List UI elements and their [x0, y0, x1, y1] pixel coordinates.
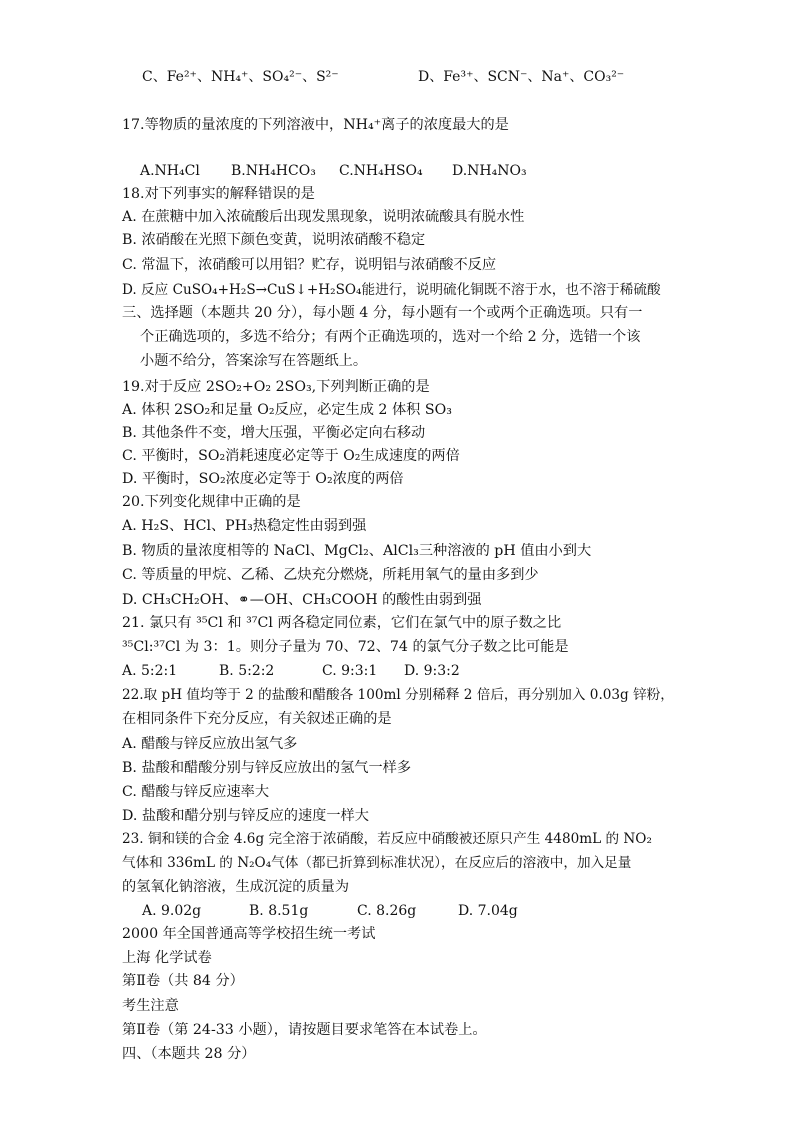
q19-option-a: A. 体积 2SO₂和足量 O₂反应，必定生成 2 体积 SO₃: [122, 402, 452, 418]
q17-option-a: A.NH₄Cl: [140, 163, 200, 179]
q21-line1: 21. 氯只有 ³⁵Cl 和 ³⁷Cl 两各稳定同位素，它们在氯气中的原子数之比: [122, 615, 562, 631]
q23-option-a: A. 9.02g: [142, 903, 202, 919]
q20-option-a: A. H₂S、HCl、PH₃热稳定性由弱到强: [122, 518, 367, 534]
option-d-ions: D、Fe³⁺、SCN⁻、Na⁺、CO₃²⁻: [418, 69, 625, 85]
q22-option-d: D. 盐酸和醋分别与锌反应的速度一样大: [122, 808, 369, 824]
q17-stem: 17.等物质的量浓度的下列溶液中，NH₄⁺离子的浓度最大的是: [122, 117, 509, 133]
section4-heading: 四、（本题共 28 分）: [122, 1046, 256, 1062]
q18-option-d: D. 反应 CuSO₄+H₂S→CuS↓+H₂SO₄能进行，说明硫化铜既不溶于水，也不溶于稀硫酸: [122, 282, 661, 298]
q22-line1: 22.取 pH 值均等于 2 的盐酸和醋酸各 100ml 分别稀释 2 倍后，再分别加入 0.03g 锌粉，: [122, 687, 674, 703]
q19-option-b: B. 其他条件不变，增大压强，平衡必定向右移动: [122, 425, 426, 441]
q20-stem: 20.下列变化规律中正确的是: [122, 494, 301, 510]
q21-option-a: A. 5:2:1: [122, 663, 178, 679]
q18-option-c: C. 常温下，浓硝酸可以用铝？贮存，说明铝与浓硝酸不反应: [122, 257, 497, 273]
q23-option-c: C. 8.26g: [357, 903, 417, 919]
instruction-text: 第Ⅱ卷（第 24-33 小题），请按题目要求笔答在本试卷上。: [122, 1022, 487, 1038]
q22-option-a: A. 醋酸与锌反应放出氢气多: [122, 736, 298, 752]
q17-option-d: D.NH₄NO₃: [452, 163, 527, 179]
q19-option-c: C. 平衡时，SO₂消耗速度必定等于 O₂生成速度的两倍: [122, 448, 460, 464]
option-c-ions: C、Fe²⁺、NH₄⁺、SO₄²⁻、S²⁻: [142, 69, 339, 85]
q22-option-c: C. 醋酸与锌反应速率大: [122, 784, 270, 800]
q21-option-d: D. 9:3:2: [404, 663, 460, 679]
section3-line2: 个正确选项的，多选不给分；有两个正确选项的，选对一个给 2 分，选错一个该: [140, 329, 641, 345]
q19-option-d: D. 平衡时，SO₂浓度必定等于 O₂浓度的两倍: [122, 471, 404, 487]
q20-option-b: B. 物质的量浓度相等的 NaCl、MgCl₂、AlCl₃三种溶液的 pH 值由小到大: [122, 543, 592, 559]
q17-option-c: C.NH₄HSO₄: [339, 163, 423, 179]
q23-line3: 的氢氧化钠溶液，生成沉淀的质量为: [122, 879, 350, 895]
q21-line2: ³⁵Cl:³⁷Cl 为 3：1。则分子量为 70、72、74 的氯气分子数之比可能是: [122, 639, 569, 655]
exam-title: 2000 年全国普通高等学校招生统一考试: [122, 926, 376, 942]
notice-heading: 考生注意: [122, 998, 179, 1014]
q20-option-d: D. CH₃CH₂OH、⚭—OH、CH₃COOH 的酸性由弱到强: [122, 592, 482, 608]
q18-option-b: B. 浓硝酸在光照下颜色变黄，说明浓硝酸不稳定: [122, 232, 426, 248]
section3-line3: 小题不给分，答案涂写在答题纸上。: [140, 353, 368, 369]
q21-option-c: C. 9:3:1: [322, 663, 378, 679]
q18-option-a: A. 在蔗糖中加入浓硫酸后出现发黑现象，说明浓硫酸具有脱水性: [122, 209, 525, 225]
q23-option-b: B. 8.51g: [249, 903, 309, 919]
q23-line1: 23. 铜和镁的合金 4.6g 完全溶于浓硝酸，若反应中硝酸被还原只产生 4480mL 的 NO₂: [122, 831, 652, 847]
q22-line2: 在相同条件下充分反应，有关叙述正确的是: [122, 711, 392, 727]
q17-option-b: B.NH₄HCO₃: [231, 163, 316, 179]
q21-option-b: B. 5:2:2: [219, 663, 275, 679]
q18-stem: 18.对下列事实的解释错误的是: [122, 186, 315, 202]
q23-option-d: D. 7.04g: [458, 903, 518, 919]
volume-heading: 第Ⅱ卷（共 84 分）: [122, 973, 244, 989]
q19-stem: 19.对于反应 2SO₂+O₂ 2SO₃,下列判断正确的是: [122, 379, 430, 395]
exam-subject: 上海 化学试卷: [122, 950, 212, 966]
q23-line2: 气体和 336mL 的 N₂O₄气体（都已折算到标准状况），在反应后的溶液中，加入足量: [122, 855, 632, 871]
section3-line1: 三、选择题（本题共 20 分），每小题 4 分，每小题有一个或两个正确选项。只有一: [122, 305, 643, 321]
q22-option-b: B. 盐酸和醋酸分别与锌反应放出的氢气一样多: [122, 760, 412, 776]
q20-option-c: C. 等质量的甲烷、乙稀、乙炔充分燃烧，所耗用氧气的量由多到少: [122, 567, 539, 583]
